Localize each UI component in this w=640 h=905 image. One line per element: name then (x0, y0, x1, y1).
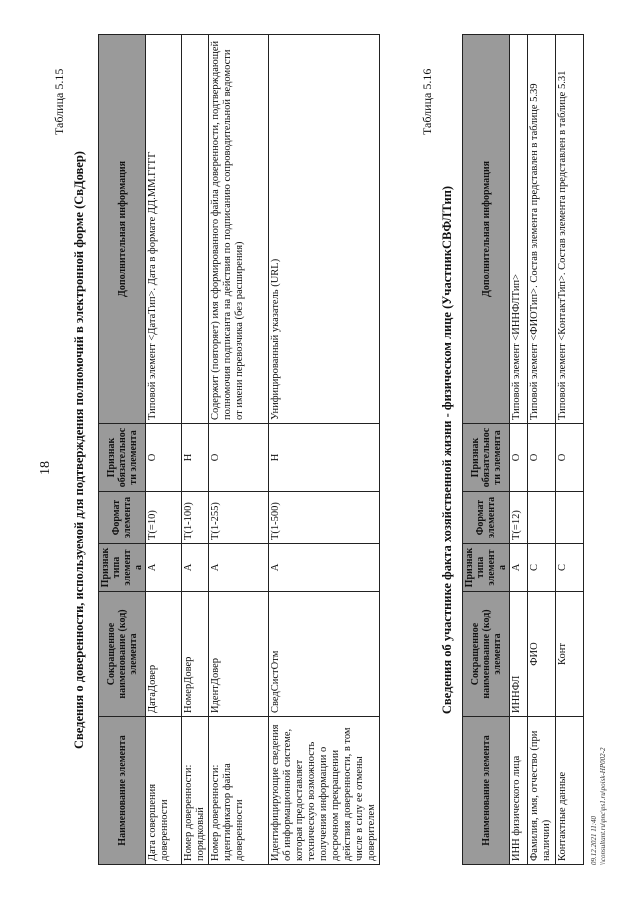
cell-code: ИННФЛ (510, 592, 528, 717)
print-stamp (590, 748, 608, 865)
cell-format: Т(=10) (146, 492, 182, 544)
cell-name: Контактные данные (556, 717, 584, 865)
cell-name: Номер доверенности: идентификатор файла доверенности (209, 717, 269, 865)
cell-name: Дата совершения доверенности (146, 717, 182, 865)
cell-code: ФИО (528, 592, 556, 717)
cell-type: А (182, 544, 209, 592)
header-cell: Наименование элемента (463, 717, 510, 865)
cell-info (182, 35, 209, 424)
table-row (269, 35, 380, 865)
cell-format: Т(1-255) (209, 492, 269, 544)
header-cell: Признак типа элемента (99, 544, 146, 592)
cell-format: Т(1-100) (182, 492, 209, 544)
cell-format: Т(1-500) (269, 492, 380, 544)
print-stamp-date: 09.12.2021 11:40 (590, 815, 598, 865)
cell-name: Идентифицирующие сведения об информационной системе, которая предоставляет техническую возможность получения информации о досрочном прекращении действия доверенности, в том числе в силу ее отмены доверителем (269, 717, 380, 865)
cell-info: Типовой элемент <ФИОТип>. Состав элемента представлен в таблице 5.39 (528, 35, 556, 424)
cell-code: Конт (556, 592, 584, 717)
print-stamp-path: \\consultant.ru\pnc\ps1.ru\poisk-HP002-2 (599, 747, 607, 865)
cell-type: А (209, 544, 269, 592)
table-row (182, 35, 209, 865)
page-number: 18 (38, 461, 53, 475)
cell-type: А (146, 544, 182, 592)
table-header-row (463, 35, 510, 865)
cell-name: Номер доверенности: порядковый (182, 717, 209, 865)
cell-info: Типовой элемент <ДатаТип>. Дата в формате ДД.ММ.ГГГГ (146, 35, 182, 424)
table-5-15-heading: Сведения о доверенности, используемой для подтверждения полномочий в электронной форме (СвДовер) (72, 151, 86, 749)
cell-format (556, 492, 584, 544)
table-row (209, 35, 269, 865)
header-cell: Признак обязательности элемента (99, 424, 146, 492)
cell-type: А (510, 544, 528, 592)
cell-format: Т(=12) (510, 492, 528, 544)
header-cell: Дополнительная информация (99, 35, 146, 424)
table-header-row (99, 35, 146, 865)
cell-code: ИдентДовер (209, 592, 269, 717)
header-cell: Сокращенное наименование (код) элемента (463, 592, 510, 717)
cell-required: О (528, 424, 556, 492)
cell-required: О (556, 424, 584, 492)
cell-info: Содержит (повторяет) имя сформированного файла доверенности, подтверждающей полномочия подписанта на действия по подписанию сопроводительной ведомости от имени перевозчика (без расширения) (209, 35, 269, 424)
table-row (510, 35, 528, 865)
table-5-16-heading: Сведения об участнике факта хозяйственной жизни - физическом лице (УчастникСВФЛТип) (440, 185, 454, 715)
cell-info: Типовой элемент <ИННФЛТип> (510, 35, 528, 424)
table-row (146, 35, 182, 865)
table-5-15 (98, 34, 380, 865)
cell-format (528, 492, 556, 544)
cell-code: НомерДовер (182, 592, 209, 717)
cell-name: ИНН физического лица (510, 717, 528, 865)
cell-info: Типовой элемент <КонтактТип>. Состав элемента представлен в таблице 5.31 (556, 35, 584, 424)
header-cell: Формат элемента (463, 492, 510, 544)
cell-required: О (510, 424, 528, 492)
header-cell: Наименование элемента (99, 717, 146, 865)
table-5-16 (462, 34, 584, 865)
cell-code: ДатаДовер (146, 592, 182, 717)
header-cell: Признак типа элемента (463, 544, 510, 592)
header-cell: Формат элемента (99, 492, 146, 544)
cell-required: Н (269, 424, 380, 492)
cell-type: С (528, 544, 556, 592)
cell-required: О (209, 424, 269, 492)
header-cell: Признак обязательности элемента (463, 424, 510, 492)
cell-required: Н (182, 424, 209, 492)
table-row (556, 35, 584, 865)
table-row (528, 35, 556, 865)
cell-info: Унифицированный указатель (URL) (269, 35, 380, 424)
table-5-16-label: Таблица 5.16 (420, 68, 434, 135)
header-cell: Дополнительная информация (463, 35, 510, 424)
table-5-15-label: Таблица 5.15 (52, 68, 66, 135)
cell-code: СведСистОтм (269, 592, 380, 717)
cell-required: О (146, 424, 182, 492)
cell-name: Фамилия, имя, отчество (при наличии) (528, 717, 556, 865)
header-cell: Сокращенное наименование (код) элемента (99, 592, 146, 717)
cell-type: А (269, 544, 380, 592)
cell-type: С (556, 544, 584, 592)
